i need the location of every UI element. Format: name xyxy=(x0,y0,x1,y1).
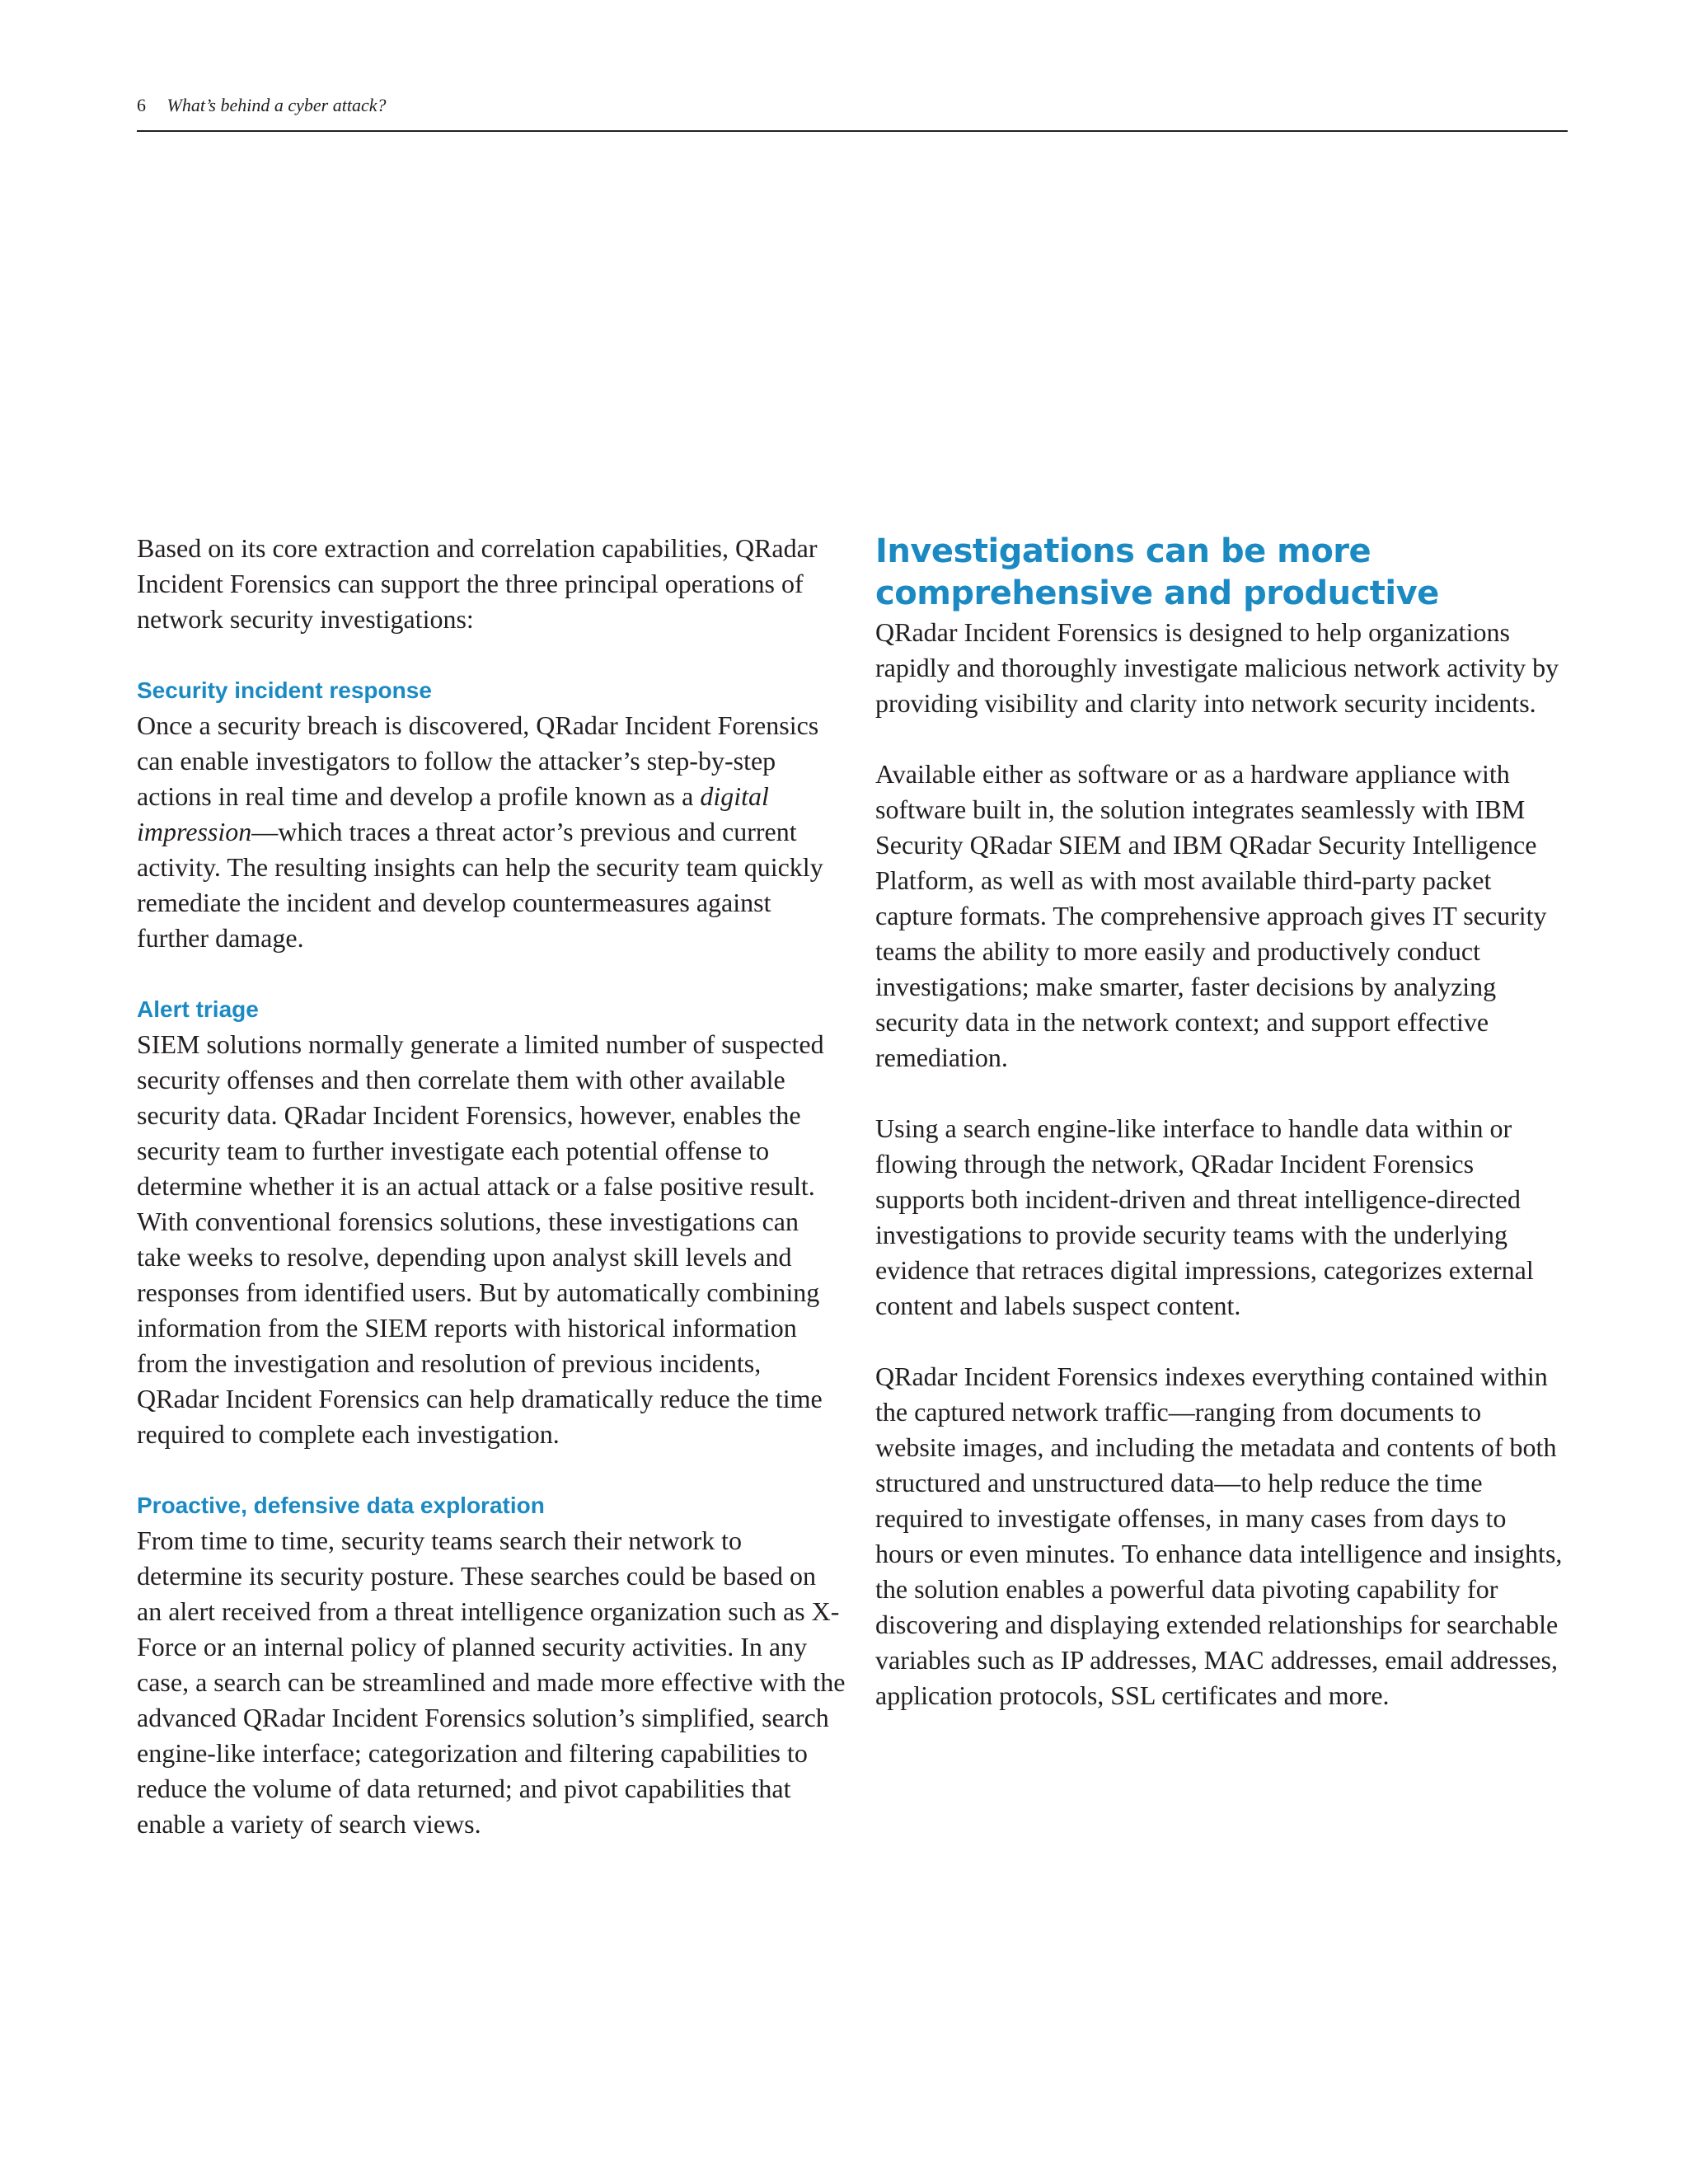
section-title xyxy=(875,531,1568,615)
section-body-alert-triage: SIEM solutions normally generate a limited number of suspected security offenses and then correlate them with other available security data. QRadar Incident Forensics, however, enables the security team to further investigate each potential offense to determine whether it is an actual attack or a false positive result. With conventional forensics solutions, these investigations can take weeks to resolve, depending upon analyst skill levels and responses from identified users. But by automatically combining information from the SIEM reports with historical information from the investigation and resolution of previous incidents, QRadar Incident Forensics can help dramatically reduce the time required to complete each investigation. xyxy=(137,1029,824,1449)
intro-paragraph: Based on its core extraction and correlation capabilities, QRadar Incident Forensics can support the three principal operations of network security investigations: xyxy=(137,533,818,634)
body-paragraph: QRadar Incident Forensics indexes everything contained within the captured network traffic—ranging from documents to website images, and including the metadata and contents of both structured and unstructured data—to help reduce the time required to investigate offenses, in many cases from days to hours or even minutes. To enhance data intelligence and insights, the solution enables a powerful data pivoting capability for discovering and displaying extended relationships for searchable variables such as IP addresses, MAC addresses, email addresses, application protocols, SSL certificates and more. xyxy=(875,1361,1563,1710)
body-paragraph: Using a search engine-like interface to handle data within or flowing through the network, QRadar Incident Forensics supports both incident-driven and threat intelligence-directed investigations to provide security teams with the underlying evidence that retraces digital impressions, categorizes external content and labels suspect content. xyxy=(875,1113,1534,1320)
section-body-incident-response xyxy=(137,708,846,956)
page-number: 6 xyxy=(137,95,146,115)
body-paragraph: Available either as software or as a hardware appliance with software built in, the solution integrates seamlessly with IBM Security QRadar SIEM and IBM QRadar Security Intelligence Platform, as well as with most available third-party packet capture formats. The comprehensive approach gives IT security teams the ability to more easily and productively conduct investigations; make smarter, faster decisions by analyzing security data in the network context; and support effective remediation. xyxy=(875,759,1547,1072)
left-column xyxy=(137,531,846,1842)
body-part: Once a security breach is discovered, QRadar Incident Forensics can enable investigators to follow the attacker’s step-by-step actions in real time and develop a profile known as a xyxy=(137,710,819,811)
section-heading-data-exploration: Proactive, defensive data exploration xyxy=(137,1493,545,1518)
page-header xyxy=(137,92,1568,132)
right-column xyxy=(875,531,1568,1713)
body-paragraph: QRadar Incident Forensics is designed to help organizations rapidly and thoroughly investigate malicious network activity by providing visibility and clarity into network security incidents. xyxy=(875,617,1559,718)
emphasis-term: digital impression xyxy=(137,781,769,846)
section-heading-incident-response: Security incident response xyxy=(137,677,432,703)
section-title-line-1: Investigations can be more xyxy=(875,532,1372,570)
section-body-data-exploration: From time to time, security teams search their network to determine its security posture. These searches could be based on an alert received from a threat intelligence organization such as X-Force or an internal policy of planned security activities. In any case, a search can be streamlined and made more effective with the advanced QRadar Incident Forensics solution’s simplified, search engine-like interface; categorization and filtering capabilities to reduce the volume of data returned; and pivot capabilities that enable a variety of search views. xyxy=(137,1526,846,1839)
running-title: What’s behind a cyber attack? xyxy=(166,95,387,115)
section-heading-alert-triage: Alert triage xyxy=(137,996,259,1022)
section-title-line-2: comprehensive and productive xyxy=(875,574,1439,612)
body-part: —which traces a threat actor’s previous and current activity. The resulting insights can help the security team quickly remediate the incident and develop countermeasures against further damage. xyxy=(137,817,823,953)
